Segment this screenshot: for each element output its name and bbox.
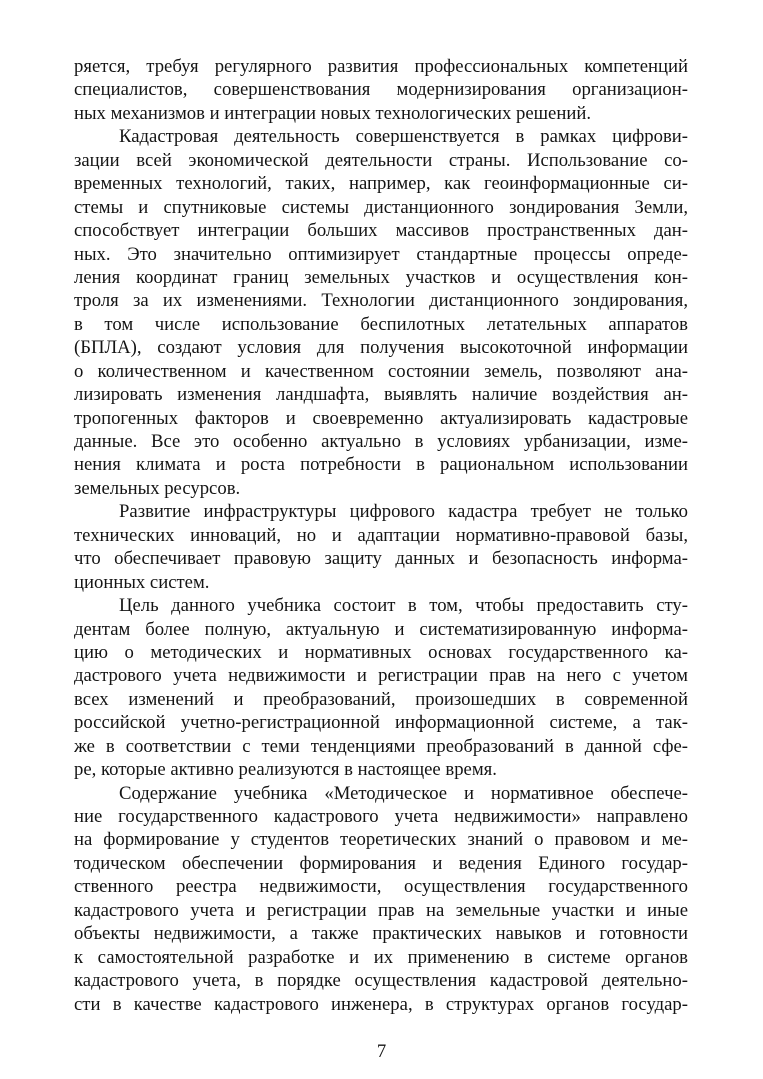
text-line: земельных ресурсов. (74, 477, 241, 499)
text-line: объекты недвижимости, а также практических навыков и готовности (74, 923, 688, 945)
text-line: о количественном и качественном состоянии земель, позволяют ана- (74, 360, 688, 382)
text-line: Содержание учебника «Методическое и нормативное обеспече- (119, 782, 688, 804)
text-line: что обеспечивает правовую защиту данных и безопасность информа- (74, 548, 688, 570)
text-line: тропогенных факторов и своевременно актуализировать кадастровые (74, 407, 688, 429)
text-line: ние государственного кадастрового учета недвижимости» направлено (74, 806, 688, 827)
text-line: дастрового учета недвижимости и регистрации прав на него с учетом (74, 665, 688, 687)
text-line: стемы и спутниковые системы дистанционного зондирования Земли, (74, 196, 688, 218)
text-line: ных. Это значительно оптимизирует стандартные процессы опреде- (74, 243, 688, 265)
text-line: ственного реестра недвижимости, осуществления государственного (74, 876, 688, 898)
text-line: ления координат границ земельных участков и осуществления кон- (74, 266, 688, 288)
text-line: специалистов, совершенствования модернизирования организацион- (74, 79, 688, 101)
text-line: на формирование у студентов теоретических знаний о правовом и ме- (74, 829, 688, 851)
text-line: способствует интеграции больших массивов пространственных дан- (74, 220, 688, 242)
text-line: всех изменений и преобразований, произошедших в современной (74, 688, 688, 710)
page-number: 7 (376, 1041, 387, 1062)
text-line: ряется, требуя регулярного развития профессиональных компетенций (74, 56, 688, 77)
text-line: же в соответствии с теми тенденциями преобразований в данной сфе- (74, 735, 688, 757)
text-line: Развитие инфраструктуры цифрового кадастра требует не только (119, 501, 688, 523)
text-line: нения климата и роста потребности в рациональном использовании (74, 454, 688, 476)
text-line: тодическом обеспечении формирования и ведения Единого государ- (74, 852, 688, 874)
text-line: ных механизмов и интеграции новых технологических решений. (74, 102, 592, 124)
text-line: зации всей экономической деятельности страны. Использование со- (74, 149, 688, 171)
text-line: к самостоятельной разработке и их применению в системе органов (74, 946, 688, 968)
text-line: цию о методических и нормативных основах государственного ка- (74, 641, 688, 663)
text-line: Кадастровая деятельность совершенствуется в рамках цифрови- (119, 126, 688, 148)
text-line: троля за их изменениями. Технологии дистанционного зондирования, (74, 290, 688, 312)
text-line: ре, которые активно реализуются в настоящее время. (74, 759, 497, 781)
text-line: российской учетно-регистрационной информационной системе, а так- (74, 712, 688, 734)
text-line: (БПЛА), создают условия для получения высокоточной информации (74, 337, 688, 359)
text-line: кадастрового учета и регистрации прав на земельные участки и иные (74, 899, 688, 921)
text-line: Цель данного учебника состоит в том, чтобы предоставить сту- (119, 595, 688, 617)
text-line: данные. Все это особенно актуально в условиях урбанизации, изме- (74, 431, 688, 452)
text-line: технических инноваций, но и адаптации нормативно-правовой базы, (74, 524, 688, 546)
text-line: в том числе использование беспилотных летательных аппаратов (74, 313, 688, 335)
text-line: дентам более полную, актуальную и систематизированную информа- (74, 618, 688, 640)
text-line: кадастрового учета, в порядке осуществления кадастровой деятельно- (74, 970, 688, 992)
text-line: временных технологий, таких, например, как геоинформационные си- (74, 173, 688, 195)
text-line: сти в качестве кадастрового инженера, в структурах органов государ- (74, 993, 688, 1015)
text-line: лизировать изменения ландшафта, выявлять наличие воздействия ан- (74, 384, 688, 406)
text-line: ционных систем. (74, 571, 210, 593)
body-text (74, 55, 688, 1016)
